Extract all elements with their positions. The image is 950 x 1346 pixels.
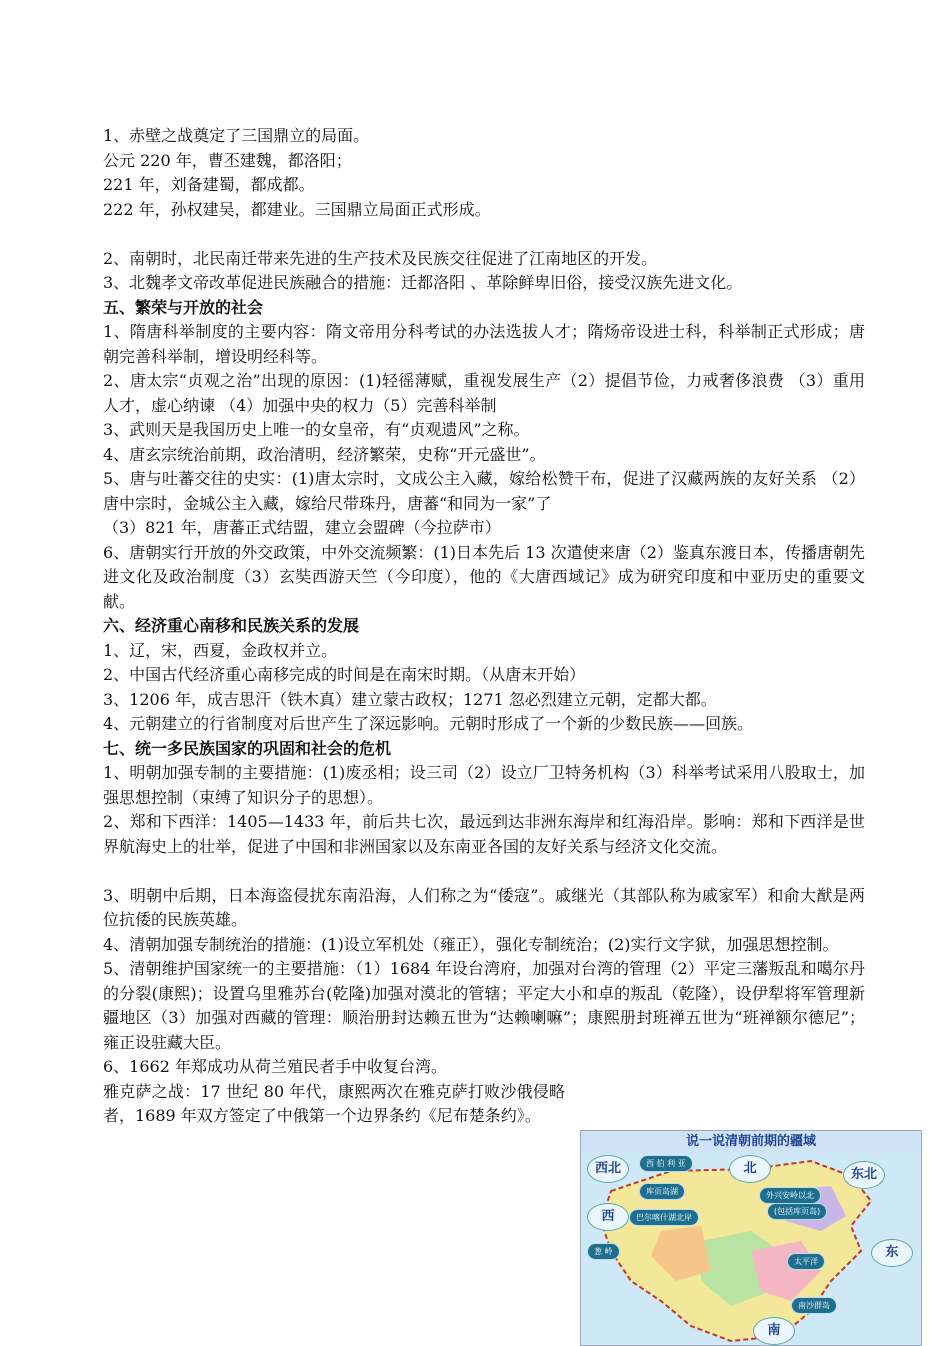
section-item: 5、清朝维护国家统一的主要措施：（1）1684 年设台湾府，加强对台湾的管理（2）平定三藩叛乱和噶尔丹的分裂(康熙)；设置乌里雅苏台(乾隆)加强对漠北的管辖；平定大小和卓的叛乱（乾隆），设伊犁将军管理新疆地区（3）加强对西藏的管理：顺治册封达赖五世为“达赖喇嘛”；康熙册封班禅五世为“班禅额尔德尼”；雍正设驻藏大臣。 [103,959,865,1052]
qing-territory-map [580,1130,922,1346]
text-line: 221 年，刘备建蜀，都成都。 [103,175,315,194]
text-line: 公元 220 年，曹丕建魏，都洛阳； [103,150,352,170]
direction-northeast-label: 东北 [843,1161,885,1189]
section-item: 4、唐玄宗统治前期，政治清明，经济繁荣，史称“开元盛世”。 [103,444,546,464]
map-label-xinganling: 外兴安岭以北 [759,1187,821,1204]
text-line: 222 年，孙权建吴，都建业。三国鼎立局面正式形成。 [103,199,491,219]
blank-line [103,222,865,247]
map-label-siberia: 西 伯 利 亚 [639,1155,693,1172]
map-label-balkhash: 巴尔喀什湖北岸 [629,1209,699,1226]
text-line: 2、南朝时，北民南迁带来先进的生产技术及民族交往促进了江南地区的开发。 [103,248,658,268]
section-item: 6、1662 年郑成功从荷兰殖民者手中收复台湾。 [103,1057,447,1076]
section-item: 1、明朝加强专制的主要措施：(1)废丞相；设三司（2）设立厂卫特务机构（3）科举考试采用八股取士，加强思想控制（束缚了知识分子的思想）。 [103,763,865,807]
map-label-nansha: 南沙群岛 [791,1297,837,1314]
map-label-lake: 库页岛湖 [639,1183,685,1200]
text-line: 3、北魏孝文帝改革促进民族融合的措施：迁都洛阳 、革除鲜卑旧俗，接受汉族先进文化。 [103,273,743,292]
section-item: 3、武则天是我国历史上唯一的女皇帝，有“贞观遗风”之称。 [103,420,530,439]
direction-south-label: 南 [753,1317,795,1345]
section-item: 3、明朝中后期，日本海盗侵扰东南沿海，人们称之为“倭寇”。戚继光（其部队称为戚家军）和俞大猷是两位抗倭的民族英雄。 [103,885,865,929]
direction-east-label: 东 [871,1239,913,1267]
section-item-yakesa: 雅克萨之战：17 世纪 80 年代，康熙两次在雅克萨打败沙俄侵略者，1689 年双方签定了中俄第一个边界条约《尼布楚条约》。 [103,1081,565,1125]
section-heading-7: 七、统一多民族国家的巩固和社会的危机 [103,738,392,758]
section-item: 2、郑和下西洋：1405—1433 年，前后共七次，最远到达非洲东海岸和红海沿岸。影响：郑和下西洋是世界航海史上的壮举，促进了中国和非洲国家以及东南亚各国的友好关系与经济文化交流。 [103,812,865,856]
section-heading-5: 五、繁荣与开放的社会 [103,297,264,317]
blank-line [103,859,865,884]
section-item: 1、隋唐科举制度的主要内容：隋文帝用分科考试的办法选拔人才；隋炀帝设进士科，科举制正式形成；唐朝完善科举制，增设明经科等。 [103,322,865,366]
section-item: 3、1206 年，成吉思汗（铁木真）建立蒙古政权；1271 忽必烈建立元朝，定都大都。 [103,689,717,709]
direction-west-label: 西 [587,1203,629,1231]
map-label-kuye: (包括库页岛) [767,1203,827,1220]
section-item: 6、唐朝实行开放的外交政策，中外交流频繁：(1)日本先后 13 次遣使来唐（2）鉴真东渡日本，传播唐朝先进文化及政治制度（3）玄奘西游天竺（今印度），他的《大唐西域记》成为研究印度和中亚历史的重要文献。 [103,542,865,611]
direction-north-label: 北 [729,1155,771,1183]
section-heading-6: 六、经济重心南移和民族关系的发展 [103,616,360,635]
section-item: 4、元朝建立的行省制度对后世产生了深远影响。元朝时形成了一个新的少数民族——回族。 [103,714,754,733]
section-item: 2、中国古代经济重心南移完成的时间是在南宋时期。（从唐末开始） [103,665,586,684]
direction-northwest-label: 西北 [587,1155,629,1183]
map-label-congling: 葱 岭 [587,1243,620,1260]
section-item: 5、唐与吐蕃交往的史实：(1)唐太宗时，文成公主入藏，嫁给松赞干布，促进了汉藏两族的友好关系 （2）唐中宗时，金城公主入藏，嫁给尺带珠丹，唐蕃“和同为一家”了 [103,469,865,513]
section-item: 1、辽，宋，西夏，金政权并立。 [103,640,338,660]
map-title: 说一说清朝前期的疆域 [581,1131,921,1153]
document-body [103,124,865,1129]
section-item: 4、清朝加强专制统治的措施：(1)设立军机处（雍正），强化专制统治；(2)实行文字狱，加强思想控制。 [103,934,839,954]
map-label-pacific: 太平洋 [787,1253,825,1270]
text-line: 1、赤壁之战奠定了三国鼎立的局面。 [103,126,370,145]
section-item: 2、唐太宗“贞观之治”出现的原因：(1)轻徭薄赋，重视发展生产（2）提倡节俭，力戒奢侈浪费 （3）重用人才，虚心纳谏 （4）加强中央的权力（5）完善科举制 [103,371,865,415]
section-item: （3）821 年，唐蕃正式结盟，建立会盟碑（今拉萨市） [103,518,501,537]
